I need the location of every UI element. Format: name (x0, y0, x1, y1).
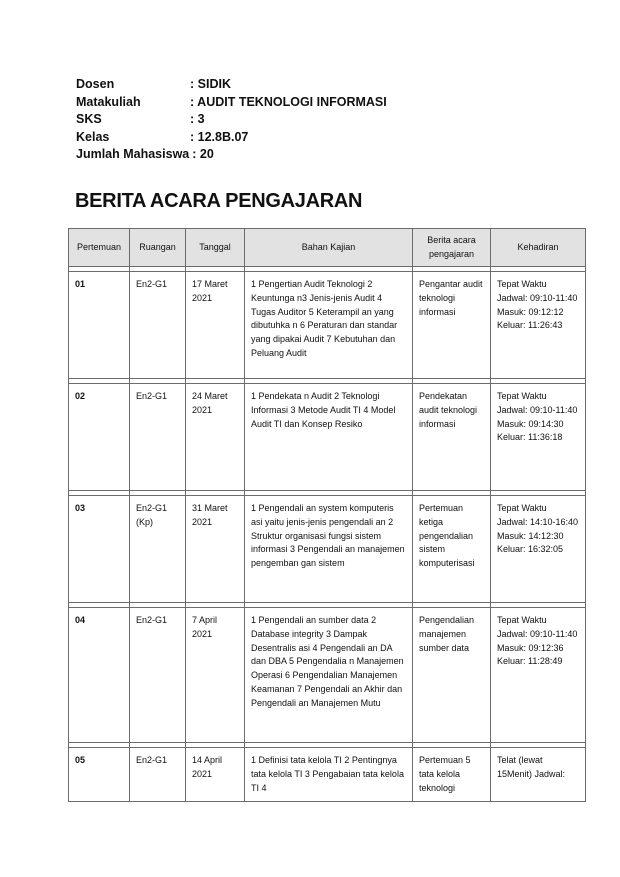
jumlah-label: Jumlah Mahasiswa (76, 147, 190, 161)
info-row-jumlah (76, 146, 387, 164)
cell-berita-acara: Pertemuan 5 tata kelola teknologi (413, 748, 491, 802)
info-row-sks (76, 111, 387, 129)
cell-berita-acara: Pengendalian manajemen sumber data (413, 608, 491, 743)
cell-berita-acara: Pendekatan audit teknologi informasi (413, 384, 491, 491)
col-header-bahan-kajian: Bahan Kajian (245, 229, 413, 267)
cell-berita-acara: Pertemuan ketiga pengendalian sistem komputerisasi (413, 496, 491, 603)
page-title: BERITA ACARA PENGAJARAN (75, 190, 363, 212)
col-header-tanggal: Tanggal (186, 229, 245, 267)
cell-ruangan: En2-G1 (130, 748, 186, 802)
cell-tanggal: 14 April 2021 (186, 748, 245, 802)
cell-bahan-kajian: 1 Pendekata n Audit 2 Teknologi Informasi 3 Metode Audit TI 4 Model Audit TI dan Konsep Resiko (245, 384, 413, 491)
cell-berita-acara: Pengantar audit teknologi informasi (413, 272, 491, 379)
col-header-berita-acara: Berita acara pengajaran (413, 229, 491, 267)
info-row-dosen (76, 76, 387, 94)
cell-pertemuan: 03 (69, 496, 130, 603)
col-header-ruangan: Ruangan (130, 229, 186, 267)
matakuliah-label: Matakuliah (76, 94, 141, 109)
dosen-label: Dosen (76, 77, 115, 91)
table-row (69, 272, 586, 379)
cell-pertemuan: 02 (69, 384, 130, 491)
table-row (69, 748, 586, 802)
sks-label: SKS (76, 112, 102, 126)
info-row-matakuliah (76, 94, 387, 112)
cell-ruangan: En2-G1 (130, 272, 186, 379)
teaching-report-table (68, 228, 586, 802)
jumlah-value: : 20 (192, 147, 214, 161)
table-header-row (69, 229, 586, 267)
cell-kehadiran: Tepat Waktu Jadwal: 09:10-11:40 Masuk: 09:12:36 Keluar: 11:28:49 (491, 608, 586, 743)
cell-bahan-kajian: 1 Pengertian Audit Teknologi 2 Keuntunga n3 Jenis-jenis Audit 4 Tugas Auditor 5 Keterampil an yang dibutuhka n 6 Peraturan dan standar yang dipakai Audit 7 Kebutuhan dan Peluang Audit (245, 272, 413, 379)
cell-pertemuan: 01 (69, 272, 130, 379)
cell-ruangan: En2-G1 (Kp) (130, 496, 186, 603)
info-row-kelas (76, 129, 387, 147)
cell-pertemuan: 05 (69, 748, 130, 802)
cell-bahan-kajian: 1 Definisi tata kelola TI 2 Pentingnya tata kelola TI 3 Pengabaian tata kelola TI 4 (245, 748, 413, 802)
table-row (69, 496, 586, 603)
table-row (69, 608, 586, 743)
cell-bahan-kajian: 1 Pengendali an sumber data 2 Database integrity 3 Dampak Desentralis asi 4 Pengendali an DA dan DBA 5 Pengendalia n Manajemen Operasi 6 Pengendalian Manajemen Keamanan 7 Pengendali an Akhir dan Pengendali an Manajemen Mutu (245, 608, 413, 743)
table-row (69, 384, 586, 491)
cell-tanggal: 31 Maret 2021 (186, 496, 245, 603)
cell-kehadiran: Tepat Waktu Jadwal: 09:10-11:40 Masuk: 09:12:12 Keluar: 11:26:43 (491, 272, 586, 379)
col-header-kehadiran: Kehadiran (491, 229, 586, 267)
kelas-label: Kelas (76, 129, 110, 144)
cell-pertemuan: 04 (69, 608, 130, 743)
dosen-value: : SIDIK (190, 77, 231, 91)
cell-kehadiran: Tepat Waktu Jadwal: 14:10-16:40 Masuk: 14:12:30 Keluar: 16:32:05 (491, 496, 586, 603)
sks-value: : 3 (190, 112, 205, 126)
course-info (76, 76, 387, 164)
cell-ruangan: En2-G1 (130, 384, 186, 491)
cell-tanggal: 24 Maret 2021 (186, 384, 245, 491)
cell-ruangan: En2-G1 (130, 608, 186, 743)
cell-kehadiran: Tepat Waktu Jadwal: 09:10-11:40 Masuk: 09:14:30 Keluar: 11:36:18 (491, 384, 586, 491)
matakuliah-value: : AUDIT TEKNOLOGI INFORMASI (190, 94, 387, 109)
cell-tanggal: 17 Maret 2021 (186, 272, 245, 379)
kelas-value: : 12.8B.07 (190, 129, 249, 144)
col-header-pertemuan: Pertemuan (69, 229, 130, 267)
cell-tanggal: 7 April 2021 (186, 608, 245, 743)
cell-kehadiran: Telat (lewat 15Menit) Jadwal: (491, 748, 586, 802)
cell-bahan-kajian: 1 Pengendali an system komputeris asi yaitu jenis-jenis pengendali an 2 Struktur organisasi fungsi sistem informasi 3 Pengendali an manajemen pengemban gan sistem (245, 496, 413, 603)
